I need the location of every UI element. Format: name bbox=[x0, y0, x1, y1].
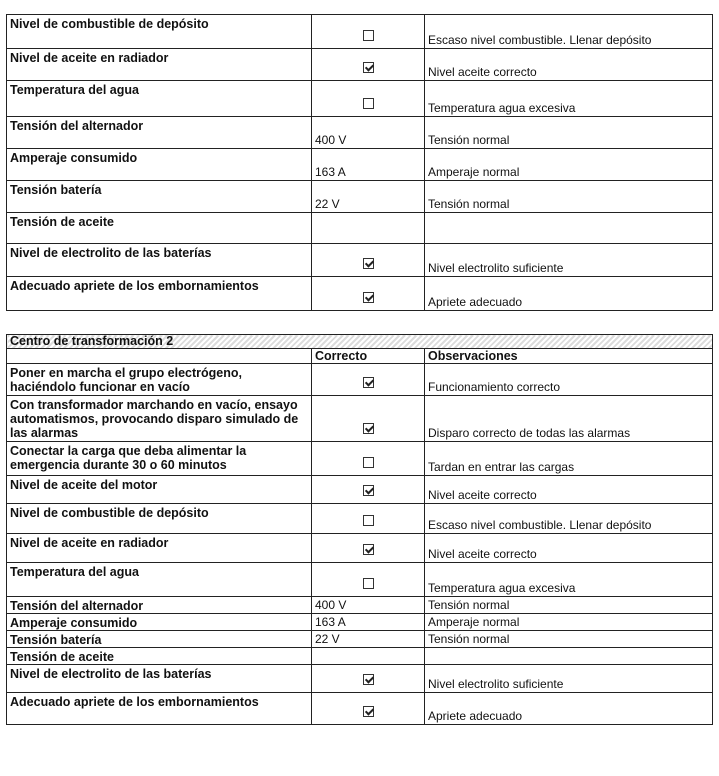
row-value: 22 V bbox=[312, 631, 425, 648]
row-check-cell bbox=[312, 563, 425, 597]
header-correcto: Correcto bbox=[312, 349, 425, 364]
table-row bbox=[7, 149, 713, 181]
table-row bbox=[7, 244, 713, 277]
row-item-label: Nivel de electrolito de las baterías bbox=[7, 244, 312, 277]
row-item-label: Poner en marcha el grupo electrógeno, haciéndolo funcionar en vacío bbox=[7, 364, 312, 396]
checklist-table-2 bbox=[6, 334, 713, 725]
row-item-label: Tensión batería bbox=[7, 631, 312, 648]
row-item-label: Tensión de aceite bbox=[7, 648, 312, 665]
row-observation bbox=[425, 213, 713, 244]
table-row bbox=[7, 442, 713, 476]
row-item-label: Temperatura del agua bbox=[7, 563, 312, 597]
row-item-label: Conectar la carga que deba alimentar la emergencia durante 30 o 60 minutos bbox=[7, 442, 312, 476]
row-value: 400 V bbox=[312, 597, 425, 614]
checkbox-checked[interactable] bbox=[363, 423, 374, 434]
row-observation: Apriete adecuado bbox=[425, 693, 713, 725]
header-observaciones: Observaciones bbox=[425, 349, 713, 364]
row-value bbox=[312, 648, 425, 665]
checkbox-checked[interactable] bbox=[363, 544, 374, 555]
row-item-label: Nivel de combustible de depósito bbox=[7, 504, 312, 534]
checkbox-checked[interactable] bbox=[363, 706, 374, 717]
row-check-cell bbox=[312, 534, 425, 563]
row-value bbox=[312, 213, 425, 244]
checkbox-unchecked[interactable] bbox=[363, 578, 374, 589]
row-item-label: Nivel de aceite en radiador bbox=[7, 534, 312, 563]
table-row bbox=[7, 648, 713, 665]
row-observation: Disparo correcto de todas las alarmas bbox=[425, 396, 713, 442]
table-row bbox=[7, 81, 713, 117]
row-observation: Nivel aceite correcto bbox=[425, 49, 713, 81]
row-check-cell bbox=[312, 364, 425, 396]
row-observation: Tensión normal bbox=[425, 631, 713, 648]
row-item-label: Nivel de electrolito de las baterías bbox=[7, 665, 312, 693]
section-title: Centro de transformación 2 bbox=[7, 335, 713, 349]
row-observation: Temperatura agua excesiva bbox=[425, 81, 713, 117]
checkbox-unchecked[interactable] bbox=[363, 30, 374, 41]
row-item-label: Amperaje consumido bbox=[7, 149, 312, 181]
checkbox-unchecked[interactable] bbox=[363, 515, 374, 526]
table-row bbox=[7, 476, 713, 504]
row-check-cell bbox=[312, 49, 425, 81]
row-value: 22 V bbox=[312, 181, 425, 213]
checkbox-checked[interactable] bbox=[363, 377, 374, 388]
checkbox-checked[interactable] bbox=[363, 62, 374, 73]
row-item-label: Nivel de combustible de depósito bbox=[7, 15, 312, 49]
row-observation: Temperatura agua excesiva bbox=[425, 563, 713, 597]
checkbox-unchecked[interactable] bbox=[363, 457, 374, 468]
row-item-label: Tensión del alternador bbox=[7, 597, 312, 614]
row-check-cell bbox=[312, 396, 425, 442]
checkbox-checked[interactable] bbox=[363, 674, 374, 685]
row-observation: Tardan en entrar las cargas bbox=[425, 442, 713, 476]
row-observation: Amperaje normal bbox=[425, 149, 713, 181]
row-item-label: Temperatura del agua bbox=[7, 81, 312, 117]
header-item bbox=[7, 349, 312, 364]
checkbox-unchecked[interactable] bbox=[363, 98, 374, 109]
row-observation: Escaso nivel combustible. Llenar depósito bbox=[425, 504, 713, 534]
section-title-row bbox=[7, 335, 713, 349]
row-observation: Amperaje normal bbox=[425, 614, 713, 631]
row-check-cell bbox=[312, 15, 425, 49]
checkbox-checked[interactable] bbox=[363, 485, 374, 496]
table-row bbox=[7, 213, 713, 244]
table-row bbox=[7, 364, 713, 396]
row-item-label: Tensión batería bbox=[7, 181, 312, 213]
row-observation: Tensión normal bbox=[425, 597, 713, 614]
row-item-label: Nivel de aceite del motor bbox=[7, 476, 312, 504]
table-row bbox=[7, 614, 713, 631]
row-observation: Tensión normal bbox=[425, 117, 713, 149]
table-row bbox=[7, 277, 713, 311]
table-row bbox=[7, 15, 713, 49]
row-check-cell bbox=[312, 277, 425, 311]
row-check-cell bbox=[312, 442, 425, 476]
row-value: 163 A bbox=[312, 149, 425, 181]
table-row bbox=[7, 396, 713, 442]
row-check-cell bbox=[312, 81, 425, 117]
row-check-cell bbox=[312, 693, 425, 725]
row-value: 400 V bbox=[312, 117, 425, 149]
row-check-cell bbox=[312, 504, 425, 534]
row-observation: Nivel aceite correcto bbox=[425, 476, 713, 504]
checkbox-checked[interactable] bbox=[363, 258, 374, 269]
checkbox-checked[interactable] bbox=[363, 292, 374, 303]
table-row bbox=[7, 49, 713, 81]
table-row bbox=[7, 504, 713, 534]
row-item-label: Tensión de aceite bbox=[7, 213, 312, 244]
table-row bbox=[7, 117, 713, 149]
row-check-cell bbox=[312, 244, 425, 277]
row-item-label: Amperaje consumido bbox=[7, 614, 312, 631]
row-item-label: Adecuado apriete de los embornamientos bbox=[7, 693, 312, 725]
row-item-label: Nivel de aceite en radiador bbox=[7, 49, 312, 81]
row-observation: Tensión normal bbox=[425, 181, 713, 213]
table-row bbox=[7, 534, 713, 563]
table-row bbox=[7, 563, 713, 597]
table-row bbox=[7, 693, 713, 725]
row-observation: Funcionamiento correcto bbox=[425, 364, 713, 396]
table-row bbox=[7, 181, 713, 213]
row-item-label: Tensión del alternador bbox=[7, 117, 312, 149]
row-check-cell bbox=[312, 665, 425, 693]
row-value: 163 A bbox=[312, 614, 425, 631]
row-item-label: Con transformador marchando en vacío, ensayo automatismos, provocando disparo simulado de las alarmas bbox=[7, 396, 312, 442]
row-check-cell bbox=[312, 476, 425, 504]
table-row bbox=[7, 631, 713, 648]
row-observation: Nivel electrolito suficiente bbox=[425, 244, 713, 277]
row-observation: Nivel electrolito suficiente bbox=[425, 665, 713, 693]
row-item-label: Adecuado apriete de los embornamientos bbox=[7, 277, 312, 311]
checklist-table-1 bbox=[6, 14, 713, 311]
table-row bbox=[7, 665, 713, 693]
table-row bbox=[7, 597, 713, 614]
row-observation: Nivel aceite correcto bbox=[425, 534, 713, 563]
row-observation: Apriete adecuado bbox=[425, 277, 713, 311]
row-observation bbox=[425, 648, 713, 665]
row-observation: Escaso nivel combustible. Llenar depósito bbox=[425, 15, 713, 49]
header-row bbox=[7, 349, 713, 364]
